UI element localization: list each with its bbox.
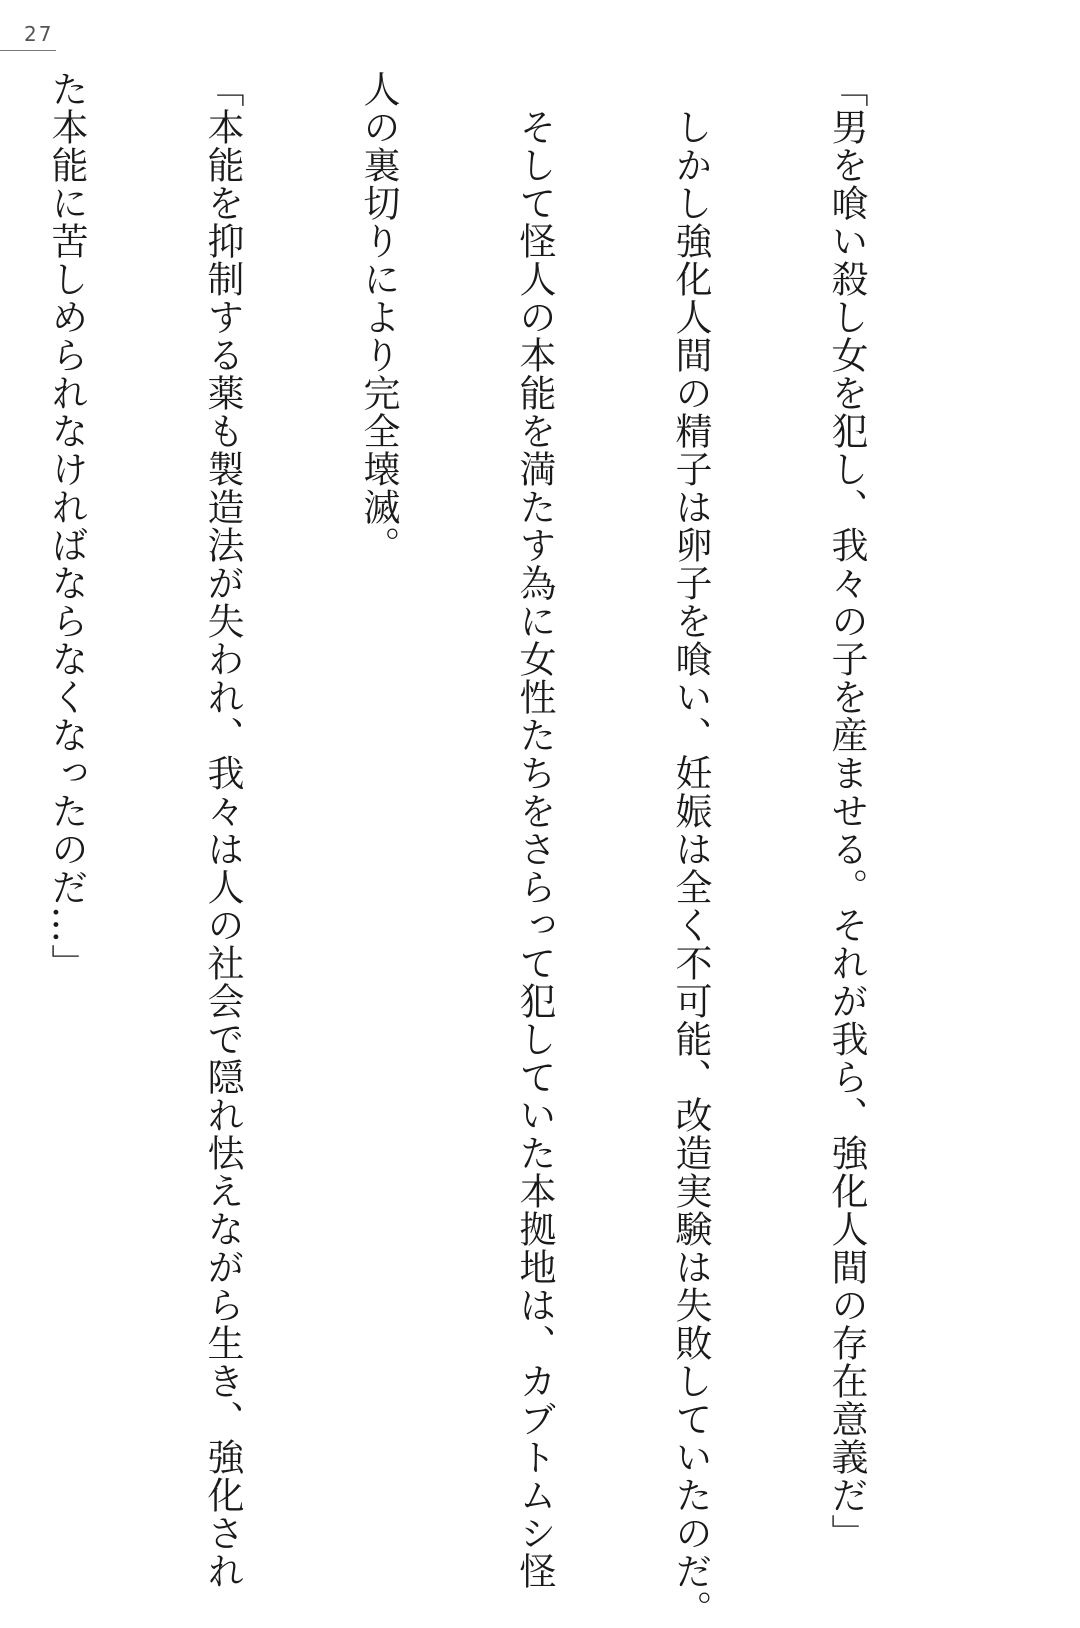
text-line-4: 人の裏切りにより完全壊滅。 [357,70,400,564]
vertical-text-block [0,70,976,1628]
text-line-1: 「男を喰い殺し女を犯し、我々の子を産ませる。それが我ら、強化人間の存在意義だ」 [825,70,868,1552]
page-number-rule [0,50,56,51]
text-line-6: た本能に苦しめられなければならなくなったのだ…」 [45,70,88,982]
page-number: 27 [24,22,54,46]
text-line-5: 「本能を抑制する薬も製造法が失われ、我々は人の社会で隠れ怯えながら生き、強化され [201,70,244,1590]
text-line-2: しかし強化人間の精子は卵子を喰い、妊娠は全く不可能、改造実験は失敗していたのだ。 [669,70,712,1628]
text-line-3: そして怪人の本能を満たす為に女性たちをさらって犯していた本拠地は、カブトムシ怪 [513,70,556,1590]
